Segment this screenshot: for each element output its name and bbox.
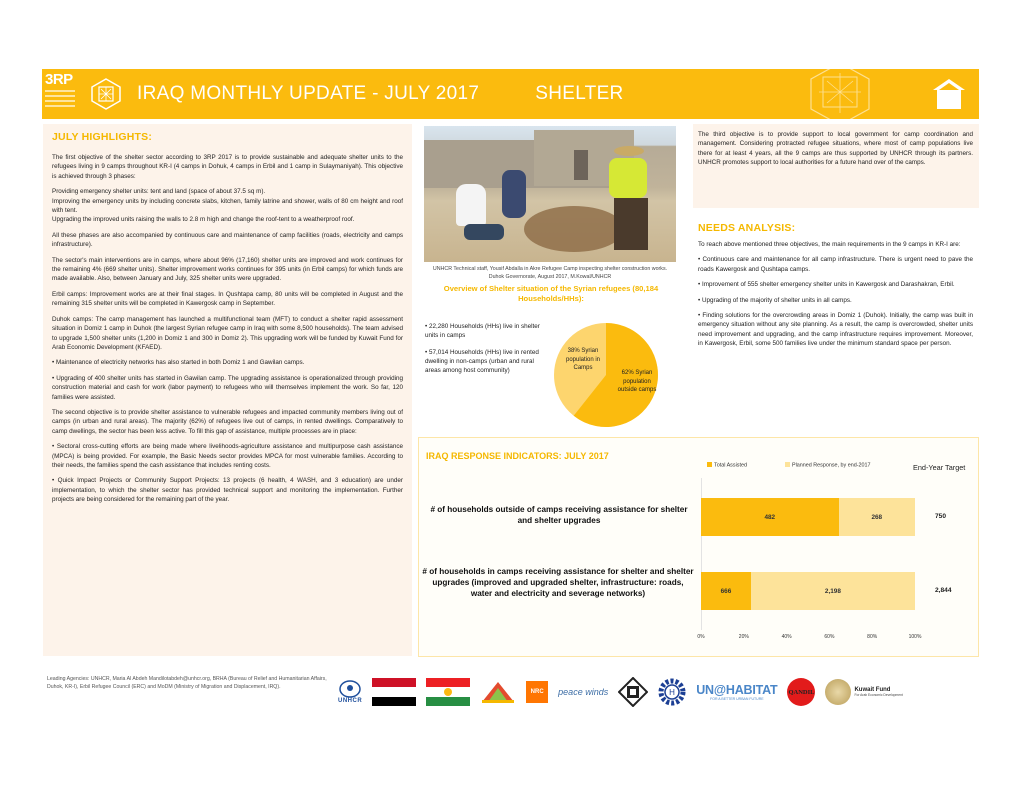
indicator-target: 750 xyxy=(935,513,947,520)
highlights-paragraph: The first objective of the shelter sector according to 3RP 2017 is to provide sustainable and adequate shelter units to the refugees living in 9 camps throughout KR-I (4 camps in Dohuk, 4 camps in Erbil and 1 camp in Sulaymaniyah). This objective is achieved through 3 phases: xyxy=(52,154,403,180)
indicator-bar xyxy=(701,498,915,536)
highlights-paragraph: Improving the emergency units by including concrete slabs, kitchen, family latrine and shower, walls of 80 cm height and roof with tent. xyxy=(52,197,403,215)
peace-winds-logo: peace winds xyxy=(558,687,609,697)
highlights-paragraph: Upgrading the improved units raising the walls to 2.8 m high and change the roof-tent to a weatherproof roof. xyxy=(52,216,355,224)
kurdistan-flag-logo xyxy=(426,678,470,706)
needs-paragraph: • Finding solutions for the overcrowding areas in Domiz 1 (Duhok). Initially, the camp was built in emergency situation without any site planning. As a result, the camp is overcrowded, shelter units need improvement and upgrading, and the camp infrastructure requires improvement. Moreover, in Kawergosk, Erbil, some 500 families live under the minimum standard space per person. xyxy=(698,312,973,348)
iraq-flag-logo xyxy=(372,678,416,706)
indicators-legend xyxy=(707,462,871,469)
qandil-logo: QANDIL xyxy=(787,678,815,706)
pie-label-in-camps: 38% Syrian population in Camps xyxy=(565,348,601,371)
shelter-photo xyxy=(424,126,676,262)
highlights-paragraph: Erbil camps: Improvement works are at their final stages. In Qushtapa camp, 80 units will be completed in August and the remaining 315 shelter units will be completed in Kawergosk camp in September. xyxy=(52,290,403,308)
3rp-logo: 3RP xyxy=(45,72,83,116)
needs-analysis xyxy=(693,222,979,349)
indicator-label: # of households in camps receiving assistance for shelter and shelter upgrades (improved and upgraded shelter, infrastructure: roads, water and electricity and severage networks) xyxy=(422,567,694,599)
highlights-title: JULY HIGHLIGHTS: xyxy=(52,131,153,143)
bar-segment-assisted: 482 xyxy=(701,498,839,536)
3rp-emblem-icon xyxy=(89,77,123,111)
highlights-paragraph: All these phases are also accompanied by continuous care and maintenance of camp facilities (roads, electricity and camps infrastructure). xyxy=(52,231,403,249)
nrc-logo: NRC xyxy=(526,681,548,703)
overview-title: Overview of Shelter situation of the Syrian refugees (80,184 Households/HHs): xyxy=(443,284,659,303)
svg-text:H: H xyxy=(669,688,676,697)
legend-total-assisted: Total Assisted xyxy=(707,462,747,469)
bar-segment-planned: 2,198 xyxy=(751,572,915,610)
sector-title: SHELTER xyxy=(535,83,624,104)
house-icon xyxy=(931,77,967,111)
needs-paragraph: To reach above mentioned three objectives, the main requirements in the 9 camps in KR-I are: xyxy=(698,241,961,248)
legend-planned-response: Planned Response, by end-2017 xyxy=(785,462,871,469)
highlights-paragraph: Duhok camps: The camp management has launched a multifunctional team (MFT) to conduct a shelter rapid assessment situation in Domiz 1 camp in Duhok (the largest Syrian refugee camp in Iraq with some 8,500 households). The team advised to upgrade 1,500 shelter units (1,200 in Domiz 1 and 300 in Domiz 2). This upgrading work will be funded by Kuwait Fund for Arab Economic Development (KFAED). xyxy=(52,315,403,351)
unhcr-icon xyxy=(339,680,361,698)
response-indicators: IRAQ RESPONSE INDICATORS: JULY 2017 Total Assisted Planned Response, by end-2017 End-Year Target # of households outside of camps receiving assistance for shelter and shelter upgrades 482 268 750 # of households in camps receiving assistance for shelter and shelter upgrades (improved and upgraded shelter, infrastructure: roads, water and electricity and severage networks) 666 2,198 2,844 0% 20% 40% 60% 80% 100% xyxy=(418,437,979,657)
indicator-target: 2,844 xyxy=(935,587,952,594)
needs-paragraph: • Improvement of 555 shelter emergency shelter units in Kawergosk and Darashakran, Erbil. xyxy=(698,281,955,289)
highlights-paragraph: • Maintenance of electricity networks has also started in both Domiz 1 and Gawilan camps. xyxy=(52,359,305,367)
3rp-emblem-large-icon xyxy=(807,69,873,119)
partner-emblem-logo xyxy=(618,677,648,707)
bar-segment-planned: 268 xyxy=(839,498,915,536)
needs-paragraph: • Upgrading of the majority of shelter units in all camps. xyxy=(698,296,852,304)
pie-label-outside: 62% Syrian population outside camps xyxy=(617,370,657,393)
overview-legend xyxy=(425,322,543,383)
page-header xyxy=(42,69,979,119)
highlights-paragraph: The second objective is to provide shelter assistance to vulnerable refugees and impacted community members living out of camps (in urban and rural areas). The majority (62%) of refugees live out of camps, in rented dwellings. Comparatively to camp dwellings, the sector has been less active. To fill this gap of assistance, multiple processes are in place: xyxy=(52,408,403,435)
leading-agencies: Leading Agencies: UNHCR, Maria Al Abdeh Mandilotabdeh@unhcr.org, BRHA (Bureau of Relief and Humanitarian Affairs, Duhok, KR-I), Erbil Refugee Council (ERC) and MoDM (Ministry of Migration and Displacement, IRQ). xyxy=(47,676,327,691)
acted-logo xyxy=(480,680,516,704)
highlights-paragraph: • Sectoral cross-cutting efforts are being made where livelihoods-agriculture assistance and multipurpose cash assistance (MPCA) is being provided. For example, the Basic Needs sector provides MPCA for most vulnerable families. According to their needs, the families spend the cash assistance that includes renting costs. xyxy=(52,443,403,469)
overview-legend-camps: • 22,280 Households (HHs) live in shelter units in camps xyxy=(425,323,540,339)
partner-logos xyxy=(338,672,903,712)
highlights-panel xyxy=(43,124,412,656)
kuwait-fund-logo: Kuwait Fund For Arab Economic Development xyxy=(825,679,902,705)
overview-legend-noncamps: • 57,014 Households (HHs) live in rented dwelling in non-camps (urban and rural areas among host community) xyxy=(425,349,539,374)
needs-paragraph: • Continuous care and maintenance for all camp infrastructure. There is urgent need to pave the roads Kawergosk and Qushtapa camps. xyxy=(698,256,973,273)
highlights-paragraph: • Quick Impact Projects or Community Support Projects: 13 projects (6 health, 4 WASH, and 3 education) are under implementation, to which the shelter sector has provided technical support and monitoring the implementation. Further projects are being considered for the remaining part of the year. xyxy=(52,477,403,504)
third-objective-text: The third objective is to provide support to local government for camp coordination and management. Considering protracted refugee situations, where most of camp populations live there for at least 4 years, all the 9 camps are thus supported by UNHCR through its partners. UNHCR promotes support to local authorities for a future hand over of the camps. xyxy=(698,131,973,167)
indicators-title: IRAQ RESPONSE INDICATORS: JULY 2017 xyxy=(426,451,609,461)
highlights-paragraph: The sector's main interventions are in camps, where about 96% (17,160) shelter units are improved and work continues for the remaining 4% (669 shelter units). Shelter improvement works continues for 395 units (in Erbil camps) for which funds are made available. Also, between January and July, 325 shelter units were upgraded. xyxy=(52,256,403,283)
bar-segment-assisted: 666 xyxy=(701,572,751,610)
indicator-bar xyxy=(701,572,915,610)
third-objective-panel xyxy=(693,124,979,208)
indicator-label: # of households outside of camps receiving assistance for shelter and shelter upgrades xyxy=(430,505,688,526)
photo-caption: UNHCR Technical staff, Yousif Abdalla in Akre Refugee Camp inspecting shelter construction works. Duhok Governorate, August 2017, M.Kowal/UNHCR xyxy=(432,266,668,280)
thw-logo xyxy=(658,678,686,706)
unhcr-logo: UNHCR xyxy=(338,680,362,704)
needs-title: NEEDS ANALYSIS: xyxy=(698,222,796,234)
highlights-paragraph: Providing emergency shelter units: tent and land (space of about 37.5 sq m). xyxy=(52,188,266,196)
un-habitat-logo: UN@HABITAT FOR A BETTER URBAN FUTURE xyxy=(696,683,778,701)
highlights-paragraph: • Upgrading of 400 shelter units has started in Gawilan camp. The upgrading assistance is operationalized through providing construction material and cash for work (labor payment) to refugees who will themselves implement the work. So far, 120 families were assisted. xyxy=(52,374,403,401)
end-year-target-header: End-Year Target xyxy=(913,463,966,472)
page-title: IRAQ MONTHLY UPDATE - JULY 2017 xyxy=(137,83,480,104)
